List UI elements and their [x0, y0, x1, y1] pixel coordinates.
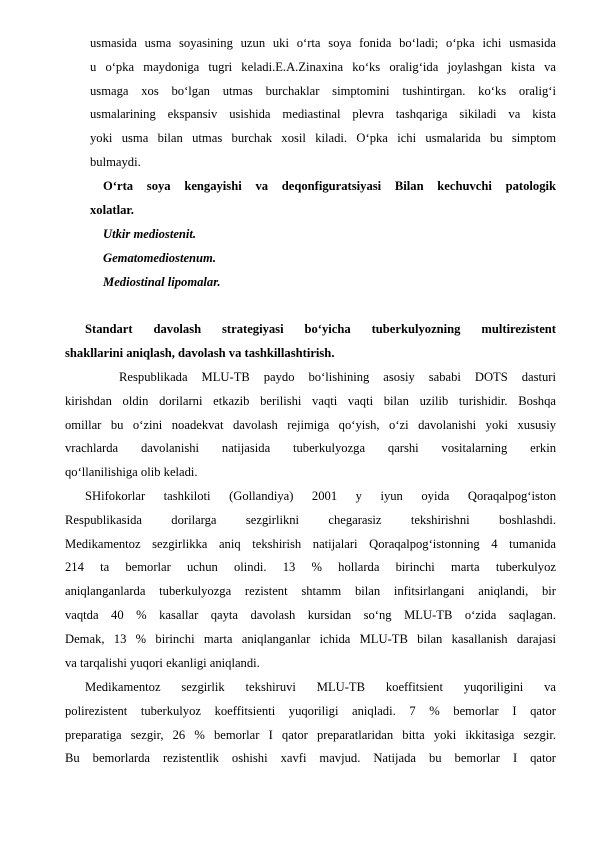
text-line: u o‘pka maydoniga tugri keladi.E.A.Zinaxina ko‘ks oralig‘ida joylashgan kista va	[90, 59, 556, 74]
paragraph-doctors-organization	[65, 485, 556, 675]
text-line: Medikamentoz sezgirlik tekshiruvi MLU-TB koeffitsient yuqoriligini va	[85, 680, 556, 694]
text-line: bulmaydi.	[90, 154, 141, 169]
text-line: aniqlanganlarda tuberkulyozga rezistent shtamm bilan infitsirlangani aniqlandi, bir	[65, 584, 556, 599]
text-line: Medikamentoz sezgirlikka aniq tekshirish natijalari Qoraqalpog‘istonning 4 tumanida	[65, 536, 556, 551]
paragraph-medication-sensitivity	[65, 676, 556, 771]
list-item: Mediostinal lipomalar.	[103, 274, 221, 289]
text-line: yoki usma bilan utmas burchak xosil kiladi. O‘pka ichi usmalarida bu simptom	[90, 131, 556, 146]
heading-pathological-conditions	[90, 175, 556, 223]
text-line: 214 ta bemorlar uchun olindi. 13 % hollarda birinchi marta tuberkulyoz	[65, 560, 556, 575]
conditions-list	[103, 223, 523, 294]
text-line: polirezistent tuberkulyoz koeffitsienti yuqoriligi aniqladi. 7 % bemorlar I qator	[65, 703, 556, 718]
text-line: usmalarining ekspansiv usishida mediastinal plevra tashqariga sikiladi va kista	[90, 107, 556, 122]
paragraph-mediastinum-tumors	[90, 32, 556, 175]
text-line: Respublikasida dorilarga sezgirlikni chegarasiz tekshirishni boshlashdi.	[65, 512, 556, 527]
text-line: omillar bu o‘zini noadekvat davolash rejimiga qo‘yish, o‘zi davolanishi yoki xususiy	[65, 417, 556, 432]
text-line: usmasida usma soyasining uzun uki o‘rta soya fonida bo‘ladi; o‘pka ichi usmasida	[90, 36, 556, 50]
heading-line: Standart davolash strategiyasi bo‘yicha tuberkulyozning multirezistent	[85, 322, 556, 336]
text-line: Respublikada MLU-TB paydo bo‘lishining asosiy sababi DOTS dasturi	[119, 370, 556, 384]
heading-standard-treatment	[65, 318, 556, 366]
text-line: Bu bemorlarda rezistentlik oshishi xavfi mavjud. Natijada bu bemorlar I qator	[65, 751, 556, 766]
text-line: Demak, 13 % birinchi marta aniqlanganlar ichida MLU-TB bilan kasallanish darajasi	[65, 631, 556, 646]
heading-line: xolatlar.	[90, 202, 134, 217]
text-line: va tarqalishi yuqori ekanligi aniqlandi.	[65, 655, 260, 670]
heading-line: shakllarini aniqlash, davolash va tashkillashtirish.	[65, 345, 335, 360]
list-item: Utkir mediostenit.	[103, 227, 197, 241]
heading-line: O‘rta soya kengayishi va deqonfiguratsiyasi Bilan kechuvchi patologik	[103, 179, 556, 193]
paragraph-mlu-tb-cause	[65, 366, 556, 485]
text-line: qo‘llanilishiga olib keladi.	[65, 465, 198, 480]
text-line: usmaga xos bo‘lgan utmas burchaklar simptomini tushintirgan. ko‘ks oralig‘i	[90, 83, 556, 98]
text-line: kirishdan oldin dorilarni etkazib berilishi vaqti vaqti bilan uzilib turishidir. Boshqa	[65, 393, 556, 408]
text-line: preparatiga sezgir, 26 % bemorlar I qator preparatlaridan bitta yoki ikkitasiga sezgir.	[65, 727, 556, 742]
text-line: SHifokorlar tashkiloti (Gollandiya) 2001 y iyun oyida Qoraqalpog‘iston	[85, 489, 556, 503]
text-line: vaqtda 40 % kasallar qayta davolash kursidan so‘ng MLU-TB o‘zida saqlagan.	[65, 607, 556, 622]
list-item: Gematomediostenum.	[103, 250, 216, 265]
text-line: vrachlarda davolanishi natijasida tuberkulyozga qarshi vositalarning erkin	[65, 441, 556, 456]
